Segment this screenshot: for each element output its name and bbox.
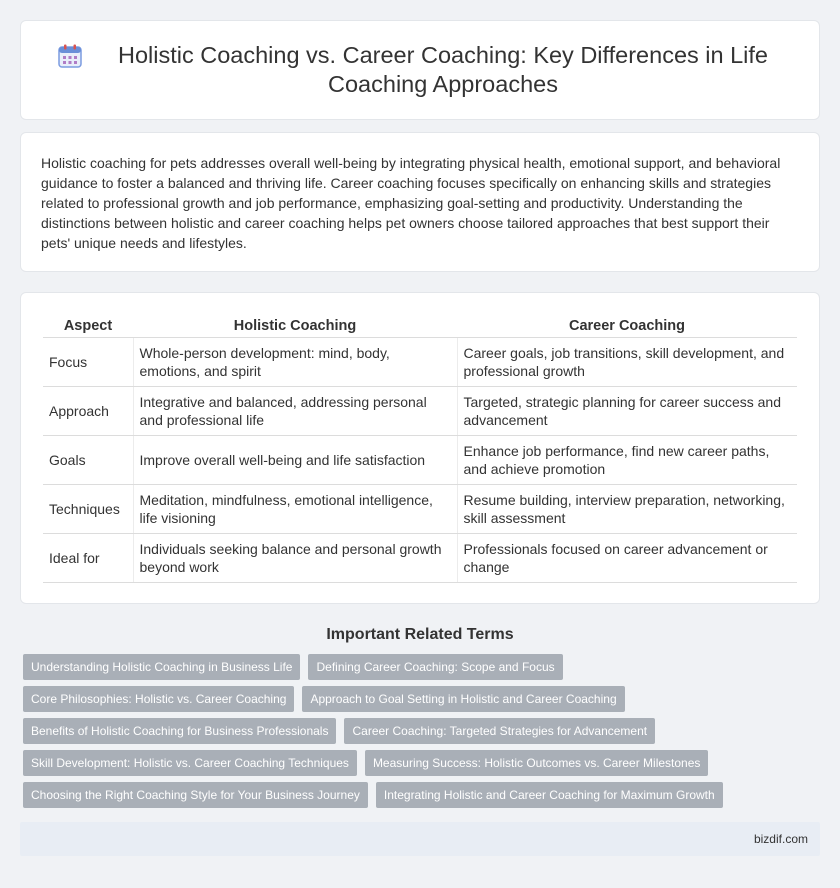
table-header-row bbox=[43, 313, 797, 338]
table-row bbox=[43, 485, 797, 534]
table-row bbox=[43, 436, 797, 485]
related-tags bbox=[0, 654, 840, 808]
intro-card bbox=[20, 132, 820, 272]
comparison-table bbox=[43, 313, 797, 583]
cell-aspect: Focus bbox=[43, 338, 133, 387]
related-tag-link[interactable]: Understanding Holistic Coaching in Business Life bbox=[23, 654, 300, 680]
comparison-card bbox=[20, 292, 820, 604]
table-row bbox=[43, 338, 797, 387]
cell-holistic: Meditation, mindfulness, emotional intelligence, life visioning bbox=[133, 485, 457, 534]
header-aspect: Aspect bbox=[43, 313, 133, 338]
cell-career: Career goals, job transitions, skill development, and professional growth bbox=[457, 338, 797, 387]
cell-career: Enhance job performance, find new career paths, and achieve promotion bbox=[457, 436, 797, 485]
cell-aspect: Techniques bbox=[43, 485, 133, 534]
footer bbox=[20, 822, 820, 856]
related-tag-link[interactable]: Defining Career Coaching: Scope and Focus bbox=[308, 654, 562, 680]
cell-aspect: Ideal for bbox=[43, 534, 133, 583]
page-title: Holistic Coaching vs. Career Coaching: Key Differences in Life Coaching Approaches bbox=[117, 42, 769, 97]
header-card bbox=[20, 20, 820, 120]
cell-aspect: Goals bbox=[43, 436, 133, 485]
related-tag-link[interactable]: Integrating Holistic and Career Coaching for Maximum Growth bbox=[376, 782, 723, 808]
related-tag-link[interactable]: Measuring Success: Holistic Outcomes vs. Career Milestones bbox=[365, 750, 708, 776]
cell-career: Resume building, interview preparation, networking, skill assessment bbox=[457, 485, 797, 534]
table-row bbox=[43, 387, 797, 436]
cell-career: Professionals focused on career advancement or change bbox=[457, 534, 797, 583]
related-tag-link[interactable]: Core Philosophies: Holistic vs. Career Coaching bbox=[23, 686, 294, 712]
related-terms-title: Important Related Terms bbox=[326, 626, 514, 643]
header-career: Career Coaching bbox=[457, 313, 797, 338]
cell-holistic: Individuals seeking balance and personal growth beyond work bbox=[133, 534, 457, 583]
cell-holistic: Whole-person development: mind, body, emotions, and spirit bbox=[133, 338, 457, 387]
related-tag-link[interactable]: Benefits of Holistic Coaching for Business Professionals bbox=[23, 718, 336, 744]
cell-holistic: Integrative and balanced, addressing personal and professional life bbox=[133, 387, 457, 436]
related-tag-link[interactable]: Choosing the Right Coaching Style for Your Business Journey bbox=[23, 782, 368, 808]
cell-holistic: Improve overall well-being and life satisfaction bbox=[133, 436, 457, 485]
calendar-icon bbox=[57, 43, 83, 69]
related-tag-link[interactable]: Skill Development: Holistic vs. Career Coaching Techniques bbox=[23, 750, 357, 776]
intro-text: Holistic coaching for pets addresses overall well-being by integrating physical health, emotional support, and behavioral guidance to foster a balanced and thriving life. Career coaching focuses specifically on enhancing skills and strategies related to professional growth and job performance, emphasizing goal-setting and productivity. Understanding the distinctions between holistic and career coaching helps pet owners choose tailored approaches that best support their pets' unique needs and lifestyles. bbox=[41, 155, 781, 251]
header-holistic: Holistic Coaching bbox=[133, 313, 457, 338]
cell-career: Targeted, strategic planning for career success and advancement bbox=[457, 387, 797, 436]
related-tag-link[interactable]: Career Coaching: Targeted Strategies for Advancement bbox=[344, 718, 655, 744]
footer-site[interactable]: bizdif.com bbox=[753, 832, 808, 846]
related-tag-link[interactable]: Approach to Goal Setting in Holistic and Career Coaching bbox=[302, 686, 624, 712]
cell-aspect: Approach bbox=[43, 387, 133, 436]
table-row bbox=[43, 534, 797, 583]
